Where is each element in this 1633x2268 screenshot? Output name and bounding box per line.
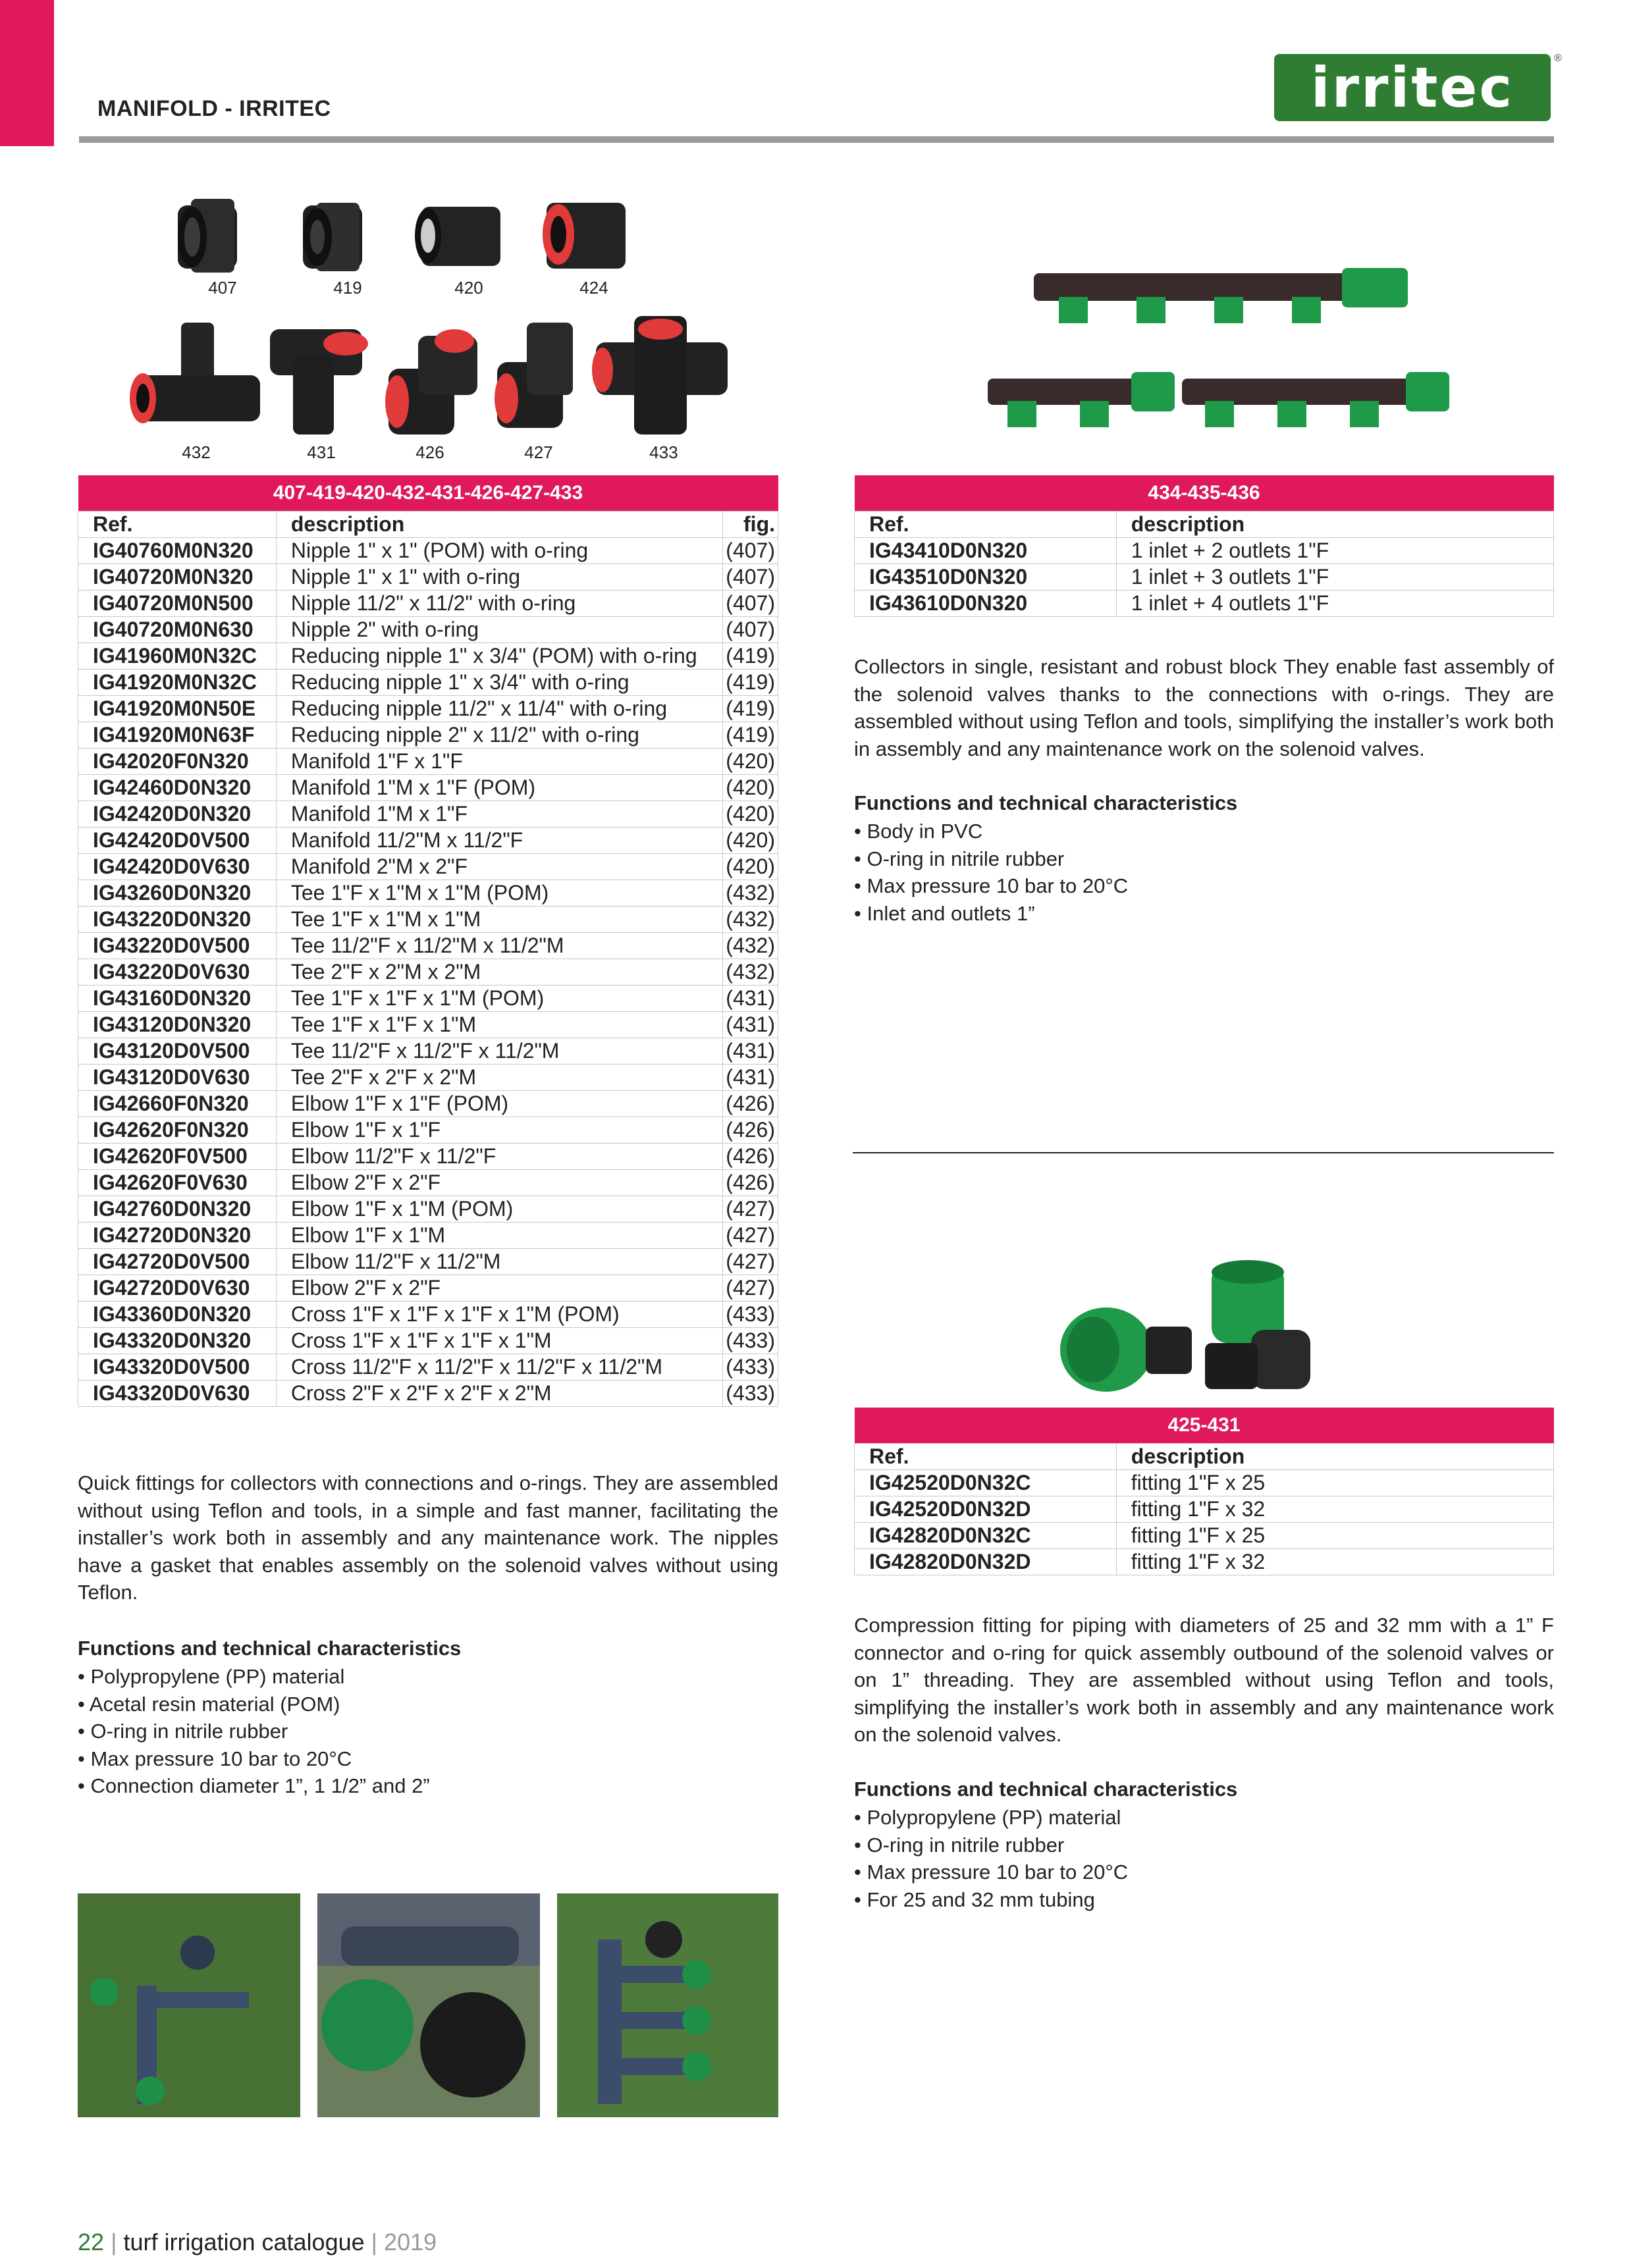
description-cell: Elbow 1"F x 1"F (POM) xyxy=(276,1091,722,1117)
fig-cell: (419) xyxy=(723,696,778,722)
tee-432-image xyxy=(130,323,260,423)
description-cell: fitting 1"F x 32 xyxy=(1116,1549,1553,1575)
fig-cell: (432) xyxy=(723,907,778,933)
fig-cell: (427) xyxy=(723,1196,778,1223)
fig-cell: (420) xyxy=(723,854,778,880)
fig-cell: (419) xyxy=(723,670,778,696)
table-row xyxy=(78,907,778,933)
ref-cell: IG42720D0V500 xyxy=(78,1249,277,1275)
table-row xyxy=(78,801,778,828)
table-header-row xyxy=(78,512,778,538)
description-cell: Tee 1"F x 1"M x 1"M xyxy=(276,907,722,933)
fig-cell: (431) xyxy=(723,1012,778,1038)
fig-cell: (432) xyxy=(723,880,778,907)
table-row xyxy=(855,591,1554,617)
fig-cell: (432) xyxy=(723,933,778,959)
figure-caption-419: 419 xyxy=(333,278,362,298)
ref-cell: IG41920M0N32C xyxy=(78,670,277,696)
ref-cell: IG43320D0V500 xyxy=(78,1354,277,1381)
table-row xyxy=(78,1117,778,1144)
table-row xyxy=(855,1523,1554,1549)
table-row xyxy=(78,670,778,696)
column-header-description: description xyxy=(1116,512,1553,538)
ref-cell: IG43510D0N320 xyxy=(855,564,1117,591)
table-row xyxy=(78,1012,778,1038)
figure-caption-407: 407 xyxy=(208,278,237,298)
manifold-424-image xyxy=(543,203,626,269)
fig-cell: (427) xyxy=(723,1223,778,1249)
table-row xyxy=(78,696,778,722)
fig-cell: (433) xyxy=(723,1354,778,1381)
description-cell: Tee 1"F x 1"M x 1"M (POM) xyxy=(276,880,722,907)
ref-cell: IG42620F0V500 xyxy=(78,1144,277,1170)
description-cell: 1 inlet + 3 outlets 1"F xyxy=(1116,564,1553,591)
description-cell: Elbow 11/2"F x 11/2"M xyxy=(276,1249,722,1275)
page-title: MANIFOLD - IRRITEC xyxy=(97,96,331,121)
description-cell: 1 inlet + 2 outlets 1"F xyxy=(1116,538,1553,564)
figure-caption-433: 433 xyxy=(649,442,678,462)
description-cell: Elbow 1"F x 1"F xyxy=(276,1117,722,1144)
table-row xyxy=(78,1144,778,1170)
fig-cell: (427) xyxy=(723,1249,778,1275)
page-footer xyxy=(78,2228,437,2256)
table-row xyxy=(78,854,778,880)
catalogue-year: 2019 xyxy=(384,2228,437,2255)
list-item: • O-ring in nitrile rubber xyxy=(854,845,1554,873)
fig-cell: (419) xyxy=(723,643,778,670)
fig-cell: (426) xyxy=(723,1117,778,1144)
description-cell: Elbow 1"F x 1"M (POM) xyxy=(276,1196,722,1223)
table-row xyxy=(78,959,778,986)
table-row xyxy=(78,775,778,801)
list-item: • Body in PVC xyxy=(854,818,1554,845)
list-item: • Polypropylene (PP) material xyxy=(854,1804,1554,1832)
ref-cell: IG43120D0N320 xyxy=(78,1012,277,1038)
fig-cell: (420) xyxy=(723,828,778,854)
fig-cell: (420) xyxy=(723,801,778,828)
column-header-fig: fig. xyxy=(723,512,778,538)
collectors-description: Collectors in single, resistant and robust block They enable fast assembly of the solenoid valves thanks to the connections with o-rings. They are assembled without using Teflon and tools, simplifying the installer’s work both in assembly and any maintenance work on the solenoid valves. xyxy=(854,655,1554,760)
table-row xyxy=(78,986,778,1012)
page-number: 22 xyxy=(78,2228,105,2255)
elbow-426-image xyxy=(385,329,477,435)
installation-photos xyxy=(78,1893,778,2117)
fig-cell: (432) xyxy=(723,959,778,986)
table-row xyxy=(78,564,778,591)
description-cell: Nipple 1" x 1" (POM) with o-ring xyxy=(276,538,722,564)
table-group-header: 425-431 xyxy=(855,1408,1554,1444)
figure-caption-427: 427 xyxy=(524,442,553,462)
description-cell: Tee 2"F x 2"F x 2"M xyxy=(276,1065,722,1091)
column-header-description: description xyxy=(1116,1444,1553,1470)
ref-cell: IG43610D0N320 xyxy=(855,591,1117,617)
table-row xyxy=(78,591,778,617)
description-cell: 1 inlet + 4 outlets 1"F xyxy=(1116,591,1553,617)
fig-cell: (427) xyxy=(723,1275,778,1302)
table-group-header: 407-419-420-432-431-426-427-433 xyxy=(78,475,778,512)
table-row xyxy=(78,1065,778,1091)
footer-separator: | xyxy=(111,2228,117,2255)
description-cell: fitting 1"F x 25 xyxy=(1116,1470,1553,1496)
ref-cell: IG42620F0N320 xyxy=(78,1117,277,1144)
table-row xyxy=(78,1249,778,1275)
column-header-ref: Ref. xyxy=(855,1444,1117,1470)
list-item: • Max pressure 10 bar to 20°C xyxy=(854,1859,1554,1886)
manifold-420-image xyxy=(415,207,500,266)
manifold-4-outlet xyxy=(1034,268,1408,323)
figure-caption-426: 426 xyxy=(415,442,444,462)
fig-cell: (407) xyxy=(723,564,778,591)
table-row xyxy=(78,1328,778,1354)
table-header-row xyxy=(855,512,1554,538)
fittings-spec-table xyxy=(78,475,778,1407)
logo-text: irritec xyxy=(1310,55,1514,120)
ref-cell: IG43320D0N320 xyxy=(78,1328,277,1354)
ref-cell: IG43120D0V630 xyxy=(78,1065,277,1091)
table-row xyxy=(855,538,1554,564)
ref-cell: IG43260D0N320 xyxy=(78,880,277,907)
ref-cell: IG42820D0N32D xyxy=(855,1549,1117,1575)
section-color-tab xyxy=(0,0,54,146)
ref-cell: IG42720D0N320 xyxy=(78,1223,277,1249)
ref-cell: IG42620F0V630 xyxy=(78,1170,277,1196)
column-header-ref: Ref. xyxy=(78,512,277,538)
description-cell: Cross 11/2"F x 11/2"F x 11/2"F x 11/2"M xyxy=(276,1354,722,1381)
description-cell: Tee 2"F x 2"M x 2"M xyxy=(276,959,722,986)
reducing-nipple-419-image xyxy=(303,203,362,271)
fig-cell: (407) xyxy=(723,591,778,617)
table-row xyxy=(855,1470,1554,1496)
list-item: • O-ring in nitrile rubber xyxy=(854,1832,1554,1859)
fig-cell: (407) xyxy=(723,617,778,643)
manifold-3-outlet xyxy=(1182,372,1449,427)
ref-cell: IG42660F0N320 xyxy=(78,1091,277,1117)
fig-cell: (426) xyxy=(723,1170,778,1196)
fig-cell: (426) xyxy=(723,1144,778,1170)
column-header-ref: Ref. xyxy=(855,512,1117,538)
description-cell: Manifold 2"M x 2"F xyxy=(276,854,722,880)
ref-cell: IG41920M0N50E xyxy=(78,696,277,722)
fittings-photo-row-2 xyxy=(128,309,734,441)
ref-cell: IG43160D0N320 xyxy=(78,986,277,1012)
ref-cell: IG40720M0N630 xyxy=(78,617,277,643)
description-cell: Cross 1"F x 1"F x 1"F x 1"M (POM) xyxy=(276,1302,722,1328)
fig-cell: (433) xyxy=(723,1302,778,1328)
list-item: • Connection diameter 1”, 1 1/2” and 2” xyxy=(78,1772,778,1800)
figure-caption-431: 431 xyxy=(307,442,336,462)
table-row xyxy=(78,1196,778,1223)
description-cell: Tee 11/2"F x 11/2"F x 11/2"M xyxy=(276,1038,722,1065)
table-row xyxy=(78,643,778,670)
ref-cell: IG42420D0V630 xyxy=(78,854,277,880)
list-item: • Inlet and outlets 1” xyxy=(854,900,1554,928)
ref-cell: IG42460D0N320 xyxy=(78,775,277,801)
fittings-photo-row-1 xyxy=(165,191,665,283)
fittings-functions-list xyxy=(78,1663,778,1800)
elbow-427-image xyxy=(495,323,573,428)
list-item: • Acetal resin material (POM) xyxy=(78,1691,778,1718)
ref-cell: IG42020F0N320 xyxy=(78,749,277,775)
description-cell: Elbow 11/2"F x 11/2"F xyxy=(276,1144,722,1170)
description-cell: fitting 1"F x 25 xyxy=(1116,1523,1553,1549)
ref-cell: IG42820D0N32C xyxy=(855,1523,1117,1549)
ref-cell: IG41960M0N32C xyxy=(78,643,277,670)
list-item: • Polypropylene (PP) material xyxy=(78,1663,778,1691)
fittings-functions-title: Functions and technical characteristics xyxy=(78,1637,462,1660)
table-row xyxy=(78,749,778,775)
ref-cell: IG43320D0V630 xyxy=(78,1381,277,1407)
ref-cell: IG42520D0N32D xyxy=(855,1496,1117,1523)
registered-mark: ® xyxy=(1554,53,1562,64)
table-row xyxy=(78,722,778,749)
ref-cell: IG40720M0N320 xyxy=(78,564,277,591)
compression-functions-list xyxy=(854,1804,1554,1913)
description-cell: Elbow 2"F x 2"F xyxy=(276,1170,722,1196)
ref-cell: IG43220D0V500 xyxy=(78,933,277,959)
fig-cell: (419) xyxy=(723,722,778,749)
description-cell: Cross 1"F x 1"F x 1"F x 1"M xyxy=(276,1328,722,1354)
table-row xyxy=(78,1302,778,1328)
compression-fitting-elbow xyxy=(1205,1260,1310,1389)
description-cell: Tee 11/2"F x 11/2"M x 11/2"M xyxy=(276,933,722,959)
table-row xyxy=(78,880,778,907)
collectors-spec-table xyxy=(854,475,1554,617)
installation-photo-3 xyxy=(557,1893,778,2117)
description-cell: Manifold 1"F x 1"F xyxy=(276,749,722,775)
table-header-row xyxy=(855,1444,1554,1470)
fig-cell: (420) xyxy=(723,775,778,801)
fig-cell: (431) xyxy=(723,1065,778,1091)
column-header-description: description xyxy=(276,512,722,538)
table-row xyxy=(78,1275,778,1302)
figure-caption-432: 432 xyxy=(182,442,211,462)
ref-cell: IG43220D0N320 xyxy=(78,907,277,933)
collector-manifolds-image xyxy=(981,260,1455,451)
fig-cell: (433) xyxy=(723,1328,778,1354)
description-cell: Tee 1"F x 1"F x 1"M xyxy=(276,1012,722,1038)
table-row xyxy=(855,1496,1554,1523)
description-cell: fitting 1"F x 32 xyxy=(1116,1496,1553,1523)
table-row xyxy=(78,617,778,643)
description-cell: Elbow 1"F x 1"M xyxy=(276,1223,722,1249)
list-item: • Max pressure 10 bar to 20°C xyxy=(854,872,1554,900)
cross-433-image xyxy=(592,316,728,435)
compression-fitting-straight xyxy=(1060,1307,1192,1392)
table-row xyxy=(78,1223,778,1249)
ref-cell: IG42720D0V630 xyxy=(78,1275,277,1302)
description-cell: Manifold 11/2"M x 11/2"F xyxy=(276,828,722,854)
ref-cell: IG41920M0N63F xyxy=(78,722,277,749)
ref-cell: IG42520D0N32C xyxy=(855,1470,1117,1496)
fittings-description: Quick fittings for collectors with connections and o-rings. They are assembled without using Teflon and tools, in a simple and fast manner, facilitating the installer’s work both in assembly and any maintenance work. The nipples have a gasket that enables assembly on the solenoid valves without using Teflon. xyxy=(78,1471,778,1604)
fig-cell: (407) xyxy=(723,538,778,564)
compression-functions-title: Functions and technical characteristics xyxy=(854,1778,1238,1801)
collectors-functions-title: Functions and technical characteristics xyxy=(854,791,1238,814)
installation-photo-1 xyxy=(78,1893,300,2117)
table-row xyxy=(78,1381,778,1407)
list-item: • For 25 and 32 mm tubing xyxy=(854,1886,1554,1914)
section-divider xyxy=(853,1152,1554,1153)
catalogue-name: turf irrigation catalogue xyxy=(123,2228,365,2255)
table-row xyxy=(78,828,778,854)
description-cell: Elbow 2"F x 2"F xyxy=(276,1275,722,1302)
ref-cell: IG43220D0V630 xyxy=(78,959,277,986)
ref-cell: IG40720M0N500 xyxy=(78,591,277,617)
description-cell: Cross 2"F x 2"F x 2"F x 2"M xyxy=(276,1381,722,1407)
ref-cell: IG43360D0N320 xyxy=(78,1302,277,1328)
table-row xyxy=(78,1170,778,1196)
table-row xyxy=(78,1038,778,1065)
list-item: • Max pressure 10 bar to 20°C xyxy=(78,1745,778,1773)
fig-cell: (420) xyxy=(723,749,778,775)
description-cell: Reducing nipple 11/2" x 11/4" with o-ring xyxy=(276,696,722,722)
ref-cell: IG43120D0V500 xyxy=(78,1038,277,1065)
compression-fittings-description: Compression fitting for piping with diameters of 25 and 32 mm with a 1” F connector and o-ring for quick assembly outbound of the solenoid valves or on 1” threading. They are assembled without using Teflon and tools, simplifying the installer’s work both in assembly and any maintenance work on the solenoid valves. xyxy=(854,1614,1554,1746)
compression-fittings-spec-table xyxy=(854,1408,1554,1575)
description-cell: Nipple 2" with o-ring xyxy=(276,617,722,643)
description-cell: Nipple 1" x 1" with o-ring xyxy=(276,564,722,591)
ref-cell: IG42420D0N320 xyxy=(78,801,277,828)
fig-cell: (431) xyxy=(723,986,778,1012)
fig-cell: (433) xyxy=(723,1381,778,1407)
compression-fittings-image xyxy=(1054,1257,1330,1396)
description-cell: Reducing nipple 2" x 11/2" with o-ring xyxy=(276,722,722,749)
description-cell: Tee 1"F x 1"F x 1"M (POM) xyxy=(276,986,722,1012)
nipple-407-image xyxy=(178,199,237,273)
collectors-functions-list xyxy=(854,818,1554,927)
installation-photo-2 xyxy=(317,1893,540,2117)
ref-cell: IG43410D0N320 xyxy=(855,538,1117,564)
table-group-header: 434-435-436 xyxy=(855,475,1554,512)
table-row xyxy=(855,564,1554,591)
ref-cell: IG42420D0V500 xyxy=(78,828,277,854)
fig-cell: (431) xyxy=(723,1038,778,1065)
tee-431-image xyxy=(270,329,368,435)
ref-cell: IG40760M0N320 xyxy=(78,538,277,564)
figure-caption-420: 420 xyxy=(454,278,483,298)
table-row xyxy=(78,933,778,959)
list-item: • O-ring in nitrile rubber xyxy=(78,1718,778,1745)
description-cell: Manifold 1"M x 1"F (POM) xyxy=(276,775,722,801)
table-row xyxy=(855,1549,1554,1575)
description-cell: Reducing nipple 1" x 3/4" with o-ring xyxy=(276,670,722,696)
description-cell: Manifold 1"M x 1"F xyxy=(276,801,722,828)
description-cell: Reducing nipple 1" x 3/4" (POM) with o-ring xyxy=(276,643,722,670)
footer-separator: | xyxy=(371,2228,378,2255)
table-row xyxy=(78,1091,778,1117)
table-row xyxy=(78,538,778,564)
figure-caption-424: 424 xyxy=(579,278,608,298)
fig-cell: (426) xyxy=(723,1091,778,1117)
table-row xyxy=(78,1354,778,1381)
header-divider xyxy=(79,136,1554,143)
manifold-2-outlet xyxy=(988,372,1175,427)
ref-cell: IG42760D0N320 xyxy=(78,1196,277,1223)
description-cell: Nipple 11/2" x 11/2" with o-ring xyxy=(276,591,722,617)
irritec-logo xyxy=(1274,54,1551,121)
